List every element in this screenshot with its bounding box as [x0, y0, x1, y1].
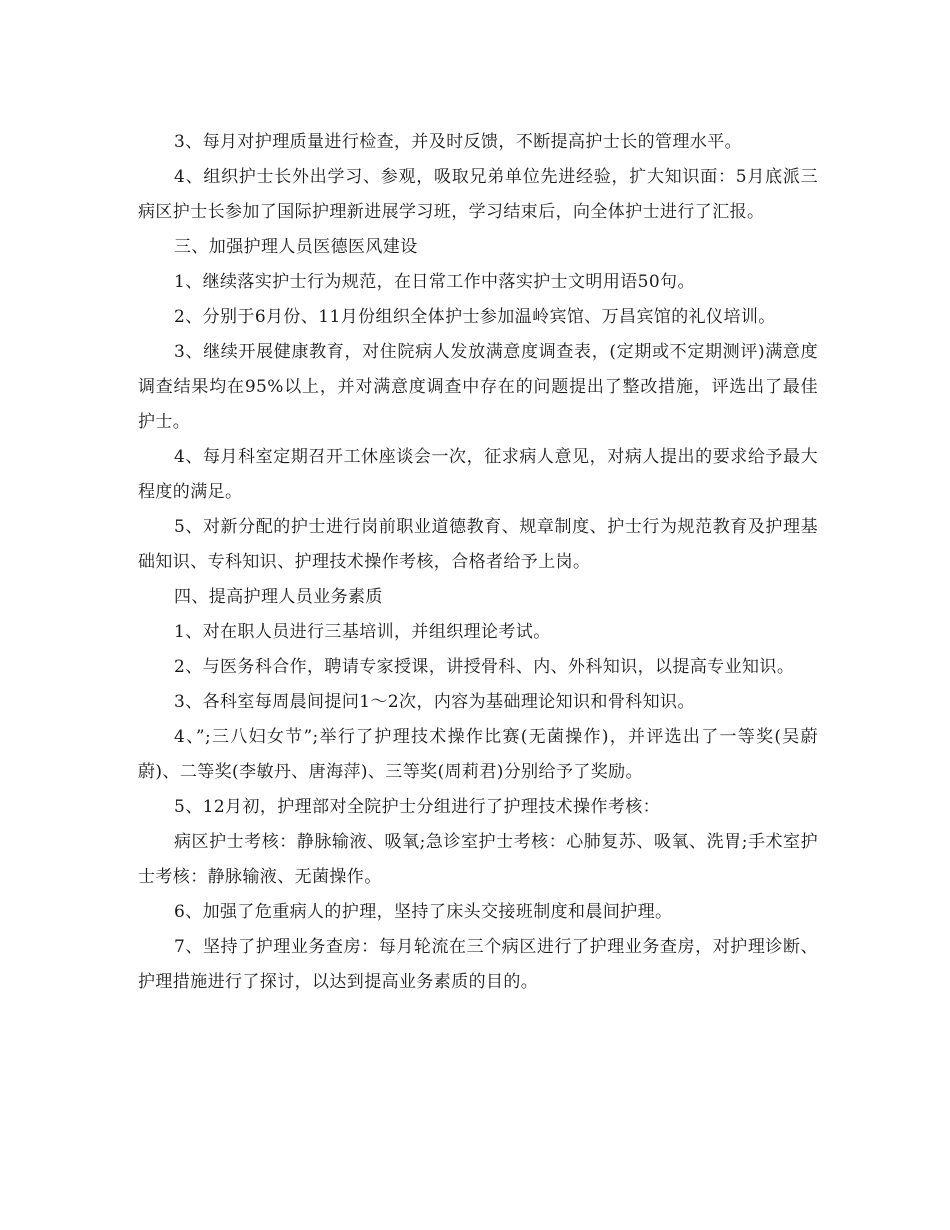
paragraph-basic-training: 1、对在职人员进行三基培训，并组织理论考试。	[174, 622, 551, 642]
paragraph-patient-meeting: 4、每月科室定期召开工休座谈会一次，征求病人意见，对病人提出的要求给予最大程度的满足。	[138, 447, 818, 502]
paragraph-expert-lectures: 2、与医务科合作，聘请专家授课，讲授骨科、内、外科知识，以提高专业知识。	[174, 657, 795, 677]
document-body	[138, 125, 818, 1000]
paragraph-december-assessment: 5、12月初，护理部对全院护士分组进行了护理技术操作考核：	[174, 797, 661, 817]
paragraph-morning-questions: 3、各科室每周晨间提问1～2次，内容为基础理论知识和骨科知识。	[174, 692, 695, 712]
paragraph-critical-care: 6、加强了危重病人的护理，坚持了床头交接班制度和晨间护理。	[174, 902, 673, 922]
paragraph-study-visit: 4、组织护士长外出学习、参观，吸取兄弟单位先进经验，扩大知识面：5月底派三病区护士长参加了国际护理新进展学习班，学习结束后，向全体护士进行了汇报。	[138, 167, 818, 222]
paragraph-new-nurse-training: 5、对新分配的护士进行岗前职业道德教育、规章制度、护士行为规范教育及护理基础知识、专科知识、护理技术操作考核，合格者给予上岗。	[138, 517, 818, 572]
paragraph-assessment-items: 病区护士考核：静脉输液、吸氧;急诊室护士考核：心肺复苏、吸氧、洗胃;手术室护士考核：静脉输液、无菌操作。	[138, 832, 818, 887]
section-heading-ethics: 三、加强护理人员医德医风建设	[174, 237, 418, 257]
paragraph-health-education: 3、继续开展健康教育，对住院病人发放满意度调查表，(定期或不定期测评)满意度调查结果均在95%以上，并对满意度调查中存在的问题提出了整改措施，评选出了最佳护士。	[138, 342, 818, 432]
paragraph-quality-check: 3、每月对护理质量进行检查，并及时反馈，不断提高护士长的管理水平。	[174, 132, 743, 152]
section-heading-competence: 四、提高护理人员业务素质	[174, 587, 383, 607]
paragraph-ward-rounds: 7、坚持了护理业务查房：每月轮流在三个病区进行了护理业务查房，对护理诊断、护理措施进行了探讨，以达到提高业务素质的目的。	[138, 937, 818, 992]
paragraph-etiquette-training: 2、分别于6月份、11月份组织全体护士参加温岭宾馆、万昌宾馆的礼仪培训。	[174, 307, 776, 327]
paragraph-skills-competition: 4、”;三八妇女节”;举行了护理技术操作比赛(无菌操作)，并评选出了一等奖(吴蔚蔚)、二等奖(李敏丹、唐海萍)、三等奖(周莉君)分别给予了奖励。	[138, 727, 818, 782]
paragraph-conduct-norms: 1、继续落实护士行为规范，在日常工作中落实护士文明用语50句。	[174, 272, 695, 292]
